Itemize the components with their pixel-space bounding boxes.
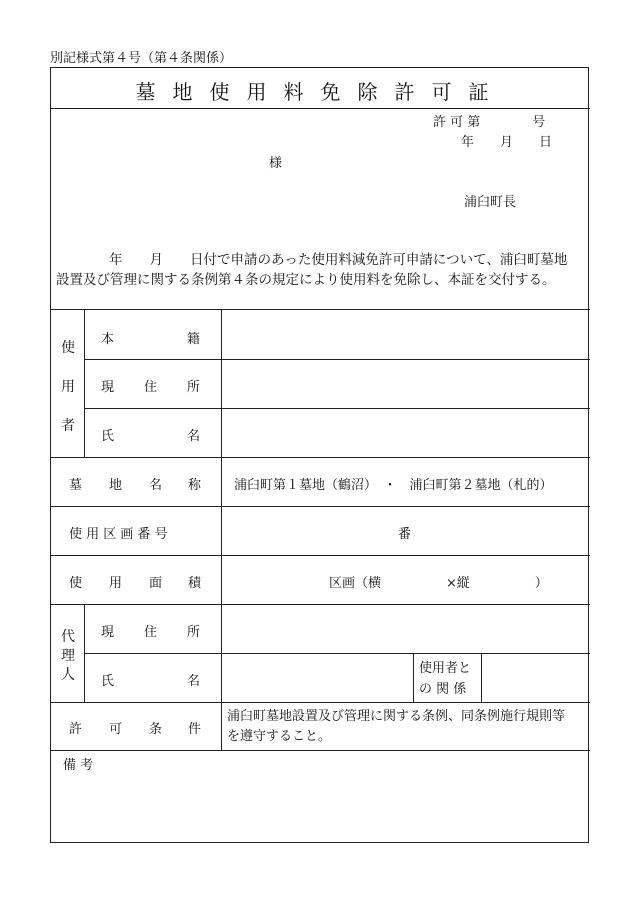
agent-address-label-b: 住 bbox=[144, 625, 158, 640]
cemetery-label-2: 地 bbox=[109, 478, 123, 493]
agent-group-char-3: 人 bbox=[61, 667, 75, 683]
agent-group-char-2: 理 bbox=[61, 648, 75, 664]
address-label-c: 所 bbox=[187, 380, 201, 395]
area-label-1: 使 bbox=[69, 576, 83, 591]
conditions-label-3: 条 bbox=[149, 722, 163, 737]
relation-label-line1: 使用者と bbox=[419, 661, 472, 676]
area-label-2: 用 bbox=[109, 576, 123, 591]
conditions-value-line1: 浦臼町墓地設置及び管理に関する条例、同条例施行規則等 bbox=[227, 709, 566, 724]
cemetery-label-1: 墓 bbox=[69, 478, 83, 493]
issue-date: 年 月 日 bbox=[461, 135, 553, 150]
page-title: 墓地使用料免除許可証 bbox=[135, 80, 506, 104]
area-label-3: 面 bbox=[149, 576, 163, 591]
user-group-char-1: 使 bbox=[61, 340, 75, 356]
honseki-label-a: 本 bbox=[101, 332, 115, 347]
user-group-char-3: 者 bbox=[61, 418, 75, 434]
cemetery-label-3: 名 bbox=[149, 478, 163, 493]
name-label-b: 名 bbox=[187, 429, 201, 444]
divider bbox=[51, 108, 590, 109]
conditions-label-2: 可 bbox=[109, 722, 123, 737]
permit-form bbox=[50, 67, 589, 843]
recipient-suffix: 様 bbox=[269, 156, 283, 171]
conditions-label-4: 件 bbox=[188, 722, 202, 737]
plot-label: 使 用 区 画 番 号 bbox=[69, 527, 168, 542]
permit-number: 許 可 第 号 bbox=[433, 115, 546, 130]
agent-name-label-a: 氏 bbox=[101, 674, 115, 689]
remarks-label: 備 考 bbox=[63, 758, 94, 773]
body-text-line1: 年 月 日付で申請のあった使用料減免許可申請について、浦臼町墓地 bbox=[109, 252, 568, 268]
agent-group-char-1: 代 bbox=[61, 629, 75, 645]
area-value: 区画（横 ×縦 ） bbox=[329, 576, 548, 591]
address-label-a: 現 bbox=[101, 380, 115, 395]
agent-name-label-b: 名 bbox=[187, 674, 201, 689]
user-group-char-2: 用 bbox=[61, 379, 75, 395]
honseki-label-b: 籍 bbox=[187, 332, 201, 347]
conditions-label-1: 許 bbox=[69, 722, 83, 737]
agent-address-label-a: 現 bbox=[101, 625, 115, 640]
conditions-value-line2: を遵守すること。 bbox=[227, 729, 332, 744]
address-label-b: 住 bbox=[144, 380, 158, 395]
plot-value: 番 bbox=[398, 527, 412, 542]
agent-address-label-c: 所 bbox=[187, 625, 201, 640]
issuer: 浦臼町長 bbox=[464, 195, 517, 210]
body-text-line2: 設置及び管理に関する条例第４条の規定により使用料を免除し、本証を交付する。 bbox=[56, 272, 556, 288]
area-label-4: 積 bbox=[188, 576, 202, 591]
relation-label-line2: の 関 係 bbox=[419, 682, 467, 697]
name-label-a: 氏 bbox=[101, 429, 115, 444]
form-label: 別記様式第４号（第４条関係） bbox=[50, 51, 233, 66]
divider bbox=[51, 309, 590, 310]
cemetery-value: 浦臼町第１墓地（鶴沼） ・ 浦臼町第２墓地（札的） bbox=[234, 478, 553, 493]
cemetery-label-4: 称 bbox=[188, 478, 202, 493]
